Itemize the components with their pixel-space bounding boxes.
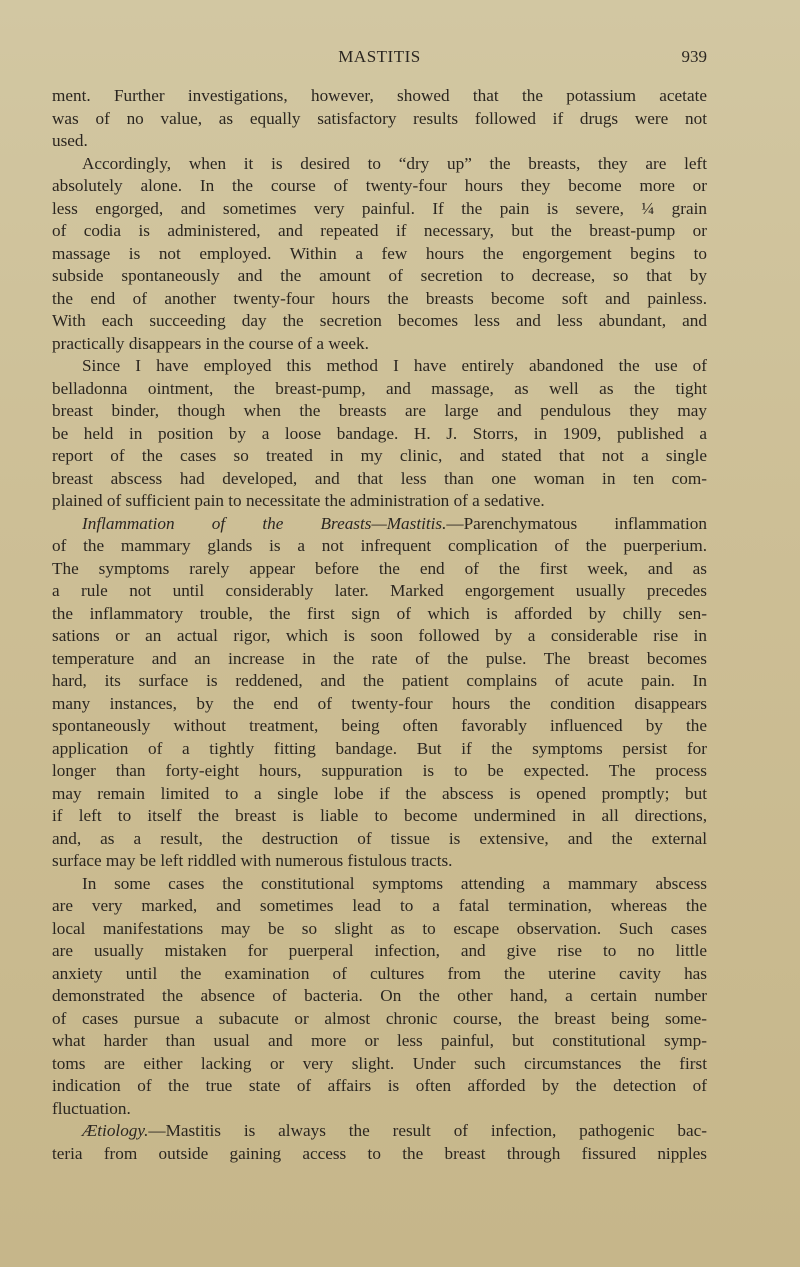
text-line [52, 670, 707, 693]
line-text: The symptoms rarely appear before the end of the first week, and as [52, 558, 707, 578]
line-text: the inflammatory trouble, the first sign of which is afforded by chilly sen- [52, 603, 707, 623]
text-line [52, 1075, 707, 1098]
line-text: less engorged, and sometimes very painful. If the pain is severe, ¼ grain [52, 198, 707, 218]
line-text: report of the cases so treated in my clinic, and stated that not a single [52, 446, 707, 465]
page-number: 939 [681, 47, 707, 66]
text-line [52, 198, 707, 221]
line-text: used. [52, 131, 88, 150]
line-text: are very marked, and sometimes lead to a fatal termination, whereas the [52, 896, 707, 915]
text-line [52, 693, 707, 716]
text-line [52, 175, 707, 198]
text-line [52, 378, 707, 401]
line-text: breast abscess had developed, and that less than one woman in ten com- [52, 468, 707, 488]
line-text: was of no value, as equally satisfactory results followed if drugs were not [52, 108, 707, 128]
text-line [52, 873, 707, 896]
line-text: local manifestations may be so slight as to escape observation. Such cases [52, 918, 707, 938]
line-text: if left to itself the breast is liable to become undermined in all directions, [52, 806, 707, 825]
text-line [52, 1143, 707, 1166]
text-line [52, 558, 707, 581]
line-text: what harder than usual and more or less painful, but constitutional symp- [52, 1031, 707, 1050]
text-line [52, 1098, 707, 1121]
running-title: MASTITIS [338, 47, 421, 66]
text-line [52, 333, 707, 356]
text-line [52, 468, 707, 491]
line-text: application of a tightly fitting bandage. But if the symptoms persist for [52, 738, 707, 758]
line-text: a rule not until considerably later. Marked engorgement usually precedes [52, 581, 707, 600]
line-text: teria from outside gaining access to the breast through fissured nipples [52, 1143, 707, 1163]
page-header [52, 47, 707, 69]
line-text: of cases pursue a subacute or almost chronic course, the breast being some- [52, 1008, 707, 1028]
text-line [52, 355, 707, 378]
text-line [52, 490, 707, 513]
line-text: belladonna ointment, the breast-pump, and massage, as well as the tight [52, 378, 707, 398]
text-line [52, 130, 707, 153]
text-line [52, 828, 707, 851]
text-line [52, 1008, 707, 1031]
text-line [52, 895, 707, 918]
text-line [52, 1053, 707, 1076]
line-text: of codia is administered, and repeated if necessary, but the breast-pump or [52, 221, 707, 240]
line-text: are usually mistaken for puerperal infection, and give rise to no little [52, 941, 707, 960]
line-text: of the mammary glands is a not infrequent complication of the puerperium. [52, 536, 707, 555]
line-text: massage is not employed. Within a few hours the engorgement begins to [52, 243, 707, 263]
text-line [52, 985, 707, 1008]
text-line [52, 400, 707, 423]
line-text: —Mastitis is always the result of infection, pathogenic bac- [148, 1121, 707, 1140]
line-text: be held in position by a loose bandage. H. J. Storrs, in 1909, published a [52, 423, 707, 443]
text-line [52, 445, 707, 468]
line-text: sations or an actual rigor, which is soon followed by a considerable rise in [52, 626, 707, 645]
text-line [52, 738, 707, 761]
text-line [52, 603, 707, 626]
line-text: longer than forty-eight hours, suppuration is to be expected. The process [52, 761, 707, 780]
text-line [52, 1030, 707, 1053]
line-text: fluctuation. [52, 1098, 131, 1118]
text-line [52, 963, 707, 986]
text-line [52, 805, 707, 828]
text-line [52, 220, 707, 243]
text-line [52, 310, 707, 333]
text-line [52, 265, 707, 288]
text-line [52, 153, 707, 176]
text-line [52, 1120, 707, 1143]
text-line [52, 625, 707, 648]
line-text: ment. Further investigations, however, showed that the potassium acetate [52, 86, 707, 105]
line-text: the end of another twenty-four hours the breasts become soft and painless. [52, 288, 707, 308]
text-line [52, 648, 707, 671]
line-text: anxiety until the examination of cultures from the uterine cavity has [52, 963, 707, 983]
text-line [52, 580, 707, 603]
line-text: Since I have employed this method I have entirely abandoned the use of [82, 356, 707, 375]
line-text: demonstrated the absence of bacteria. On the other hand, a certain number [52, 986, 707, 1005]
line-text: Accordingly, when it is desired to “dry up” the breasts, they are left [82, 153, 707, 173]
body-text [52, 85, 707, 1165]
line-text: toms are either lacking or very slight. Under such circumstances the first [52, 1053, 707, 1073]
line-text: plained of sufficient pain to necessitate the administration of a sedative. [52, 491, 545, 510]
text-line [52, 513, 707, 536]
line-text: absolutely alone. In the course of twenty-four hours they become more or [52, 176, 707, 195]
text-line [52, 85, 707, 108]
text-line [52, 918, 707, 941]
line-text: hard, its surface is reddened, and the patient complains of acute pain. In [52, 671, 707, 690]
line-text: —Parenchymatous inflammation [446, 513, 707, 533]
line-text: practically disappears in the course of a week. [52, 333, 369, 353]
text-line [52, 850, 707, 873]
line-text: many instances, by the end of twenty-four hours the condition disappears [52, 693, 707, 713]
line-text: and, as a result, the destruction of tissue is extensive, and the external [52, 828, 707, 848]
text-line [52, 243, 707, 266]
line-text: indication of the true state of affairs is often afforded by the detection of [52, 1076, 707, 1095]
text-line [52, 423, 707, 446]
section-heading: Ætiology. [82, 1121, 149, 1140]
text-line [52, 535, 707, 558]
text-line [52, 940, 707, 963]
text-line [52, 108, 707, 131]
section-heading: Inflammation of the Breasts—Mastitis. [82, 513, 447, 533]
text-line [52, 715, 707, 738]
text-line [52, 783, 707, 806]
line-text: In some cases the constitutional symptoms attending a mammary abscess [82, 873, 707, 893]
line-text: With each succeeding day the secretion becomes less and less abundant, and [52, 311, 707, 330]
line-text: spontaneously without treatment, being often favorably influenced by the [52, 716, 707, 735]
line-text: breast binder, though when the breasts are large and pendulous they may [52, 401, 707, 420]
line-text: may remain limited to a single lobe if the abscess is opened promptly; but [52, 783, 707, 803]
line-text: subside spontaneously and the amount of secretion to decrease, so that by [52, 266, 707, 285]
text-line [52, 288, 707, 311]
line-text: temperature and an increase in the rate of the pulse. The breast becomes [52, 648, 707, 668]
text-line [52, 760, 707, 783]
line-text: surface may be left riddled with numerous fistulous tracts. [52, 851, 453, 870]
